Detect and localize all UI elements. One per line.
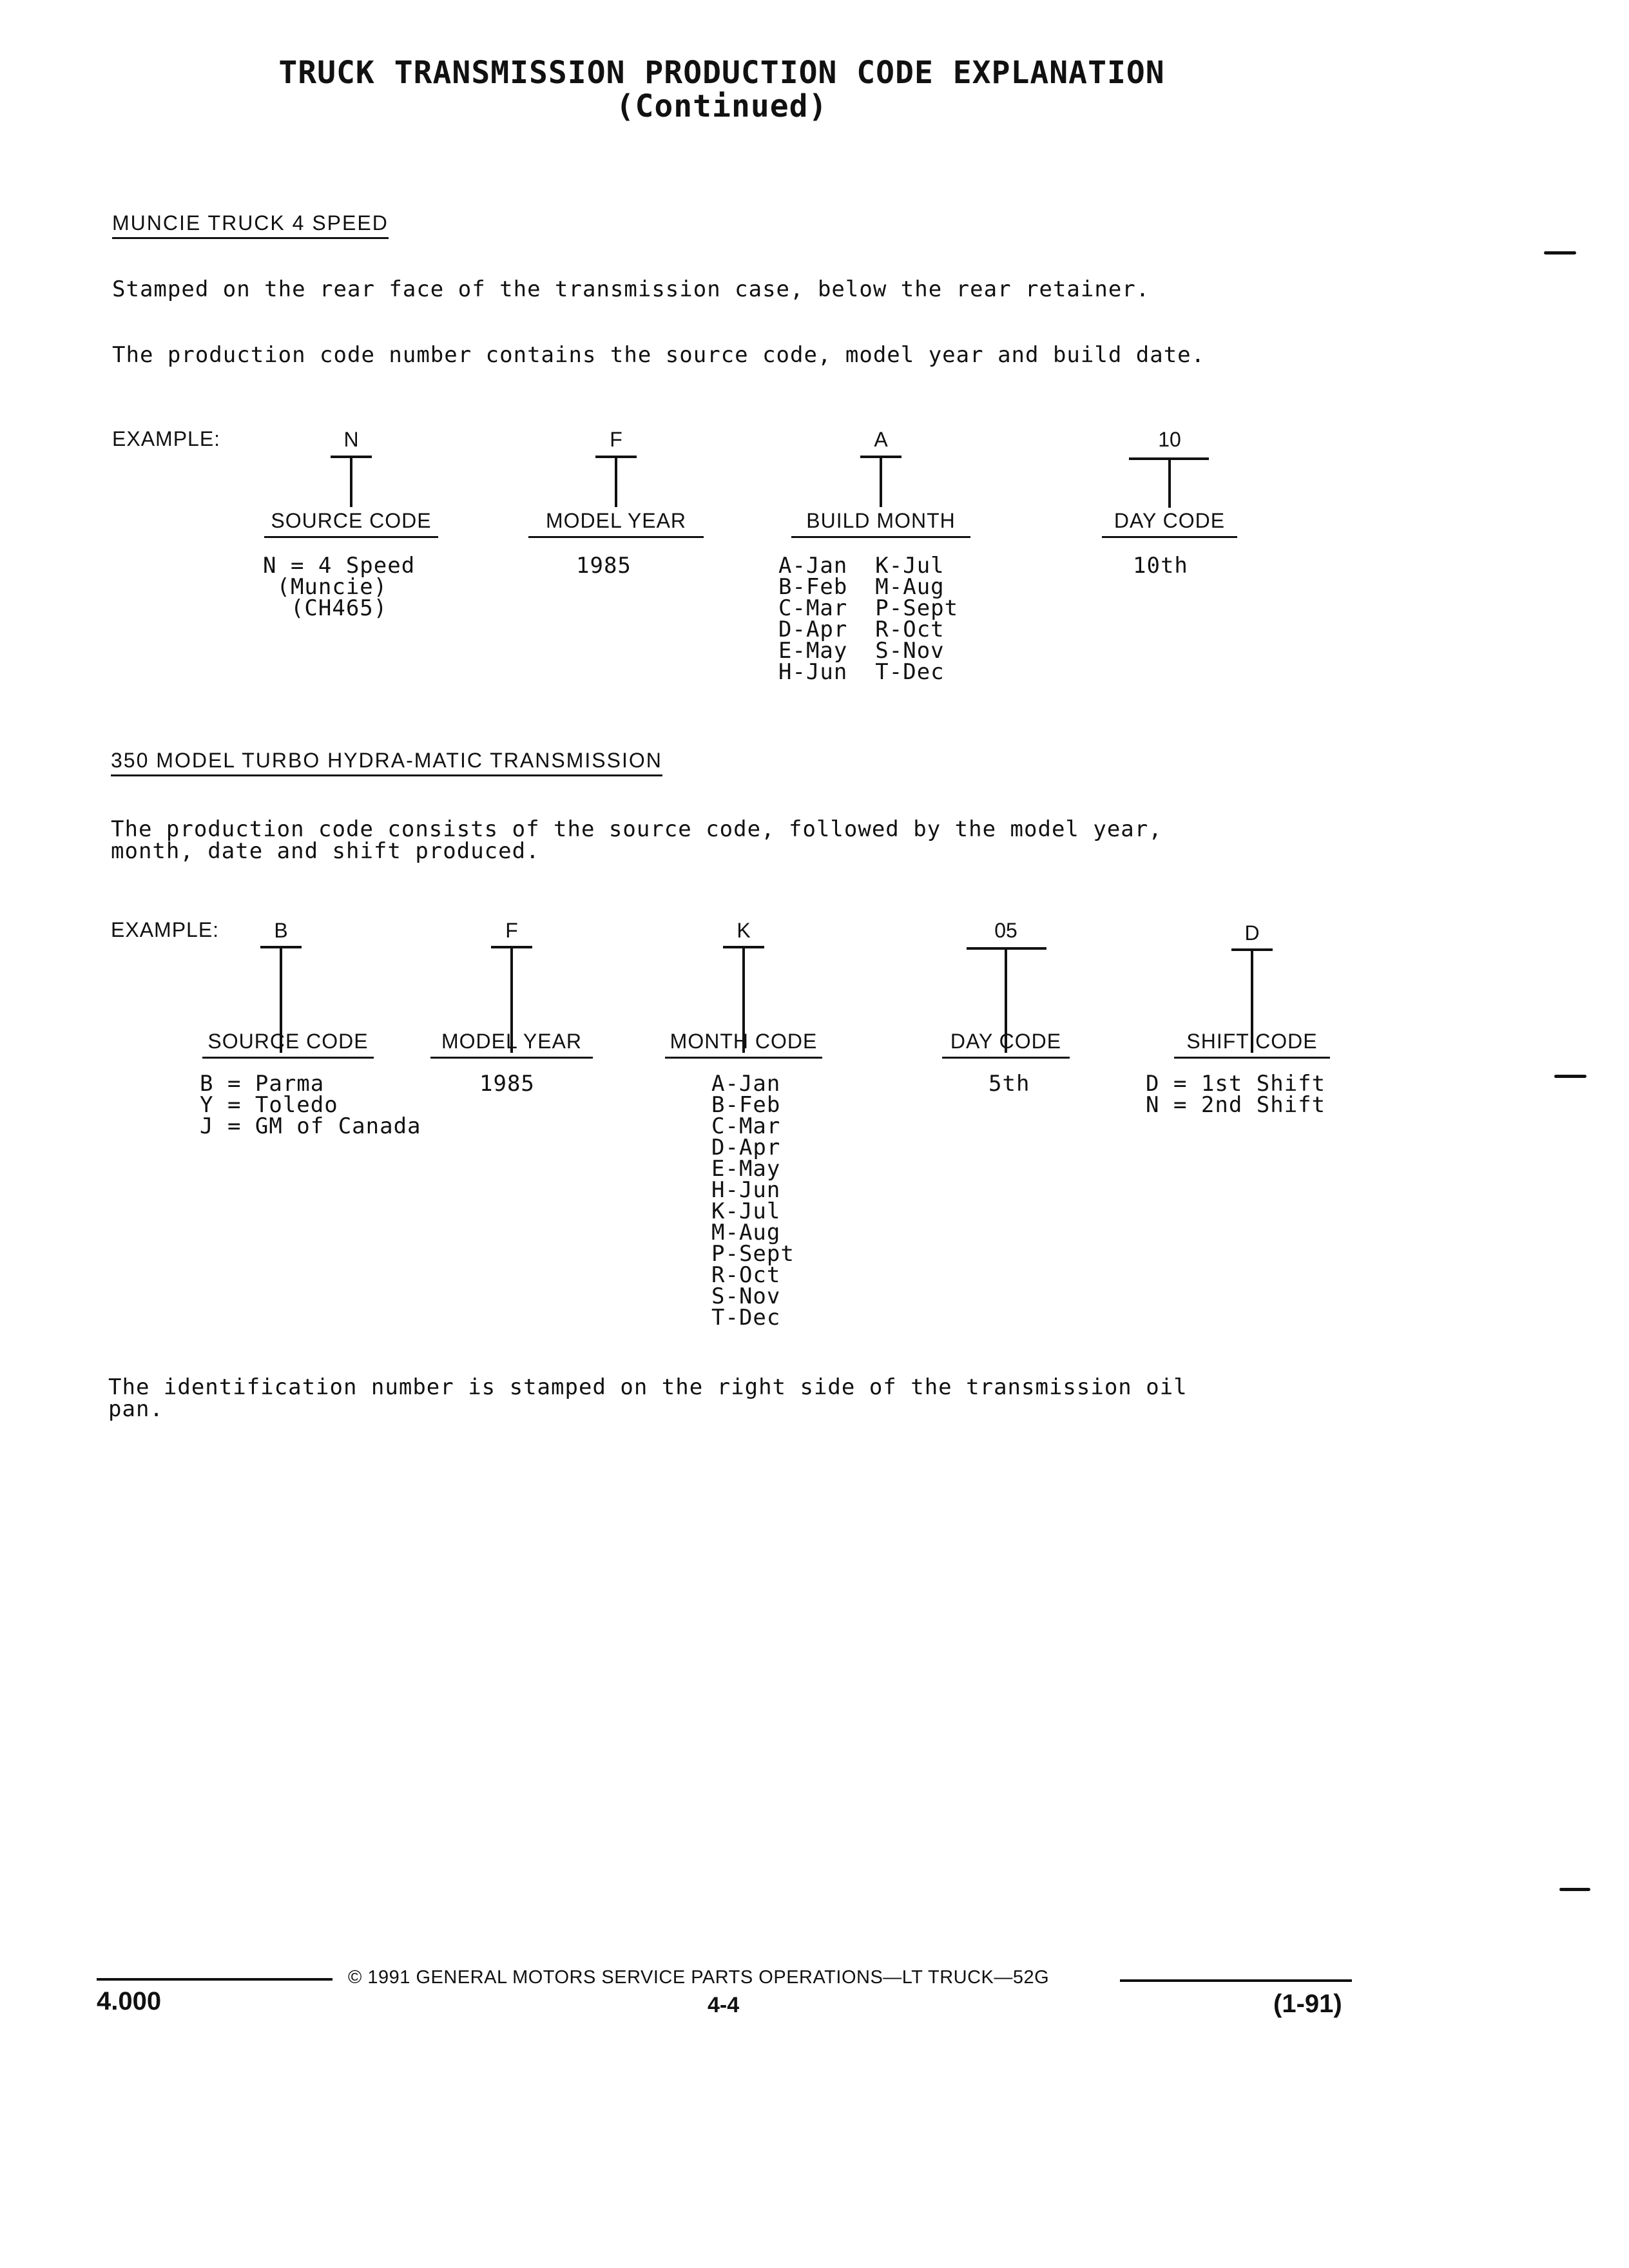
section1-source-code-tee-stem xyxy=(350,456,352,507)
section1-build-month-values: A-Jan K-Jul B-Feb M-Aug C-Mar P-Sept D-Apr R-Oct E-May S-Nov H-Jun T-Dec xyxy=(778,553,959,685)
section2-month-code-caption: MONTH CODE xyxy=(665,1028,822,1059)
section1-para2: The production code number contains the source code, model year and build date. xyxy=(112,342,1206,368)
section2-source-code-caption: SOURCE CODE xyxy=(202,1028,374,1059)
edge-mark-top xyxy=(1544,251,1576,255)
section2-shift-code-values: D = 1st Shift N = 2nd Shift xyxy=(1146,1071,1326,1118)
section2-day-code-caption: DAY CODE xyxy=(942,1028,1070,1059)
section2-shift-code-caption: SHIFT CODE xyxy=(1174,1028,1330,1059)
section2-model-year-values: 1985 xyxy=(479,1071,535,1097)
section1-para1: Stamped on the rear face of the transmission case, below the rear retainer. xyxy=(112,276,1150,302)
section1-source-code-caption: SOURCE CODE xyxy=(264,508,438,538)
section1-heading: MUNCIE TRUCK 4 SPEED xyxy=(112,210,389,239)
page-title-line2: (Continued) xyxy=(615,88,828,124)
section1-build-month-caption: BUILD MONTH xyxy=(791,508,970,538)
footer-page-number: 4-4 xyxy=(708,1993,740,2017)
footer-rule-left xyxy=(97,1978,333,1981)
footer-section-number: 4.000 xyxy=(97,1987,162,2015)
section2-model-year-value: F xyxy=(505,919,518,942)
section2-day-code-values: 5th xyxy=(988,1071,1030,1097)
section1-source-code-value: N xyxy=(343,428,359,451)
section2-month-code-value: K xyxy=(737,919,751,942)
section1-day-code-tee-stem xyxy=(1168,457,1171,508)
section1-model-year-tee-stem xyxy=(615,456,617,507)
section2-model-year-caption: MODEL YEAR xyxy=(430,1028,593,1059)
section2-day-code-value: 05 xyxy=(994,919,1017,942)
section2-para1: The production code consists of the source code, followed by the model year, month, date and shift produced. xyxy=(111,816,1162,864)
section2-note: The identification number is stamped on the right side of the transmission oil pan. xyxy=(108,1374,1188,1422)
section1-model-year-caption: MODEL YEAR xyxy=(528,508,704,538)
section2-source-code-values: B = Parma Y = Toledo J = GM of Canada xyxy=(200,1071,421,1139)
section1-example-label: EXAMPLE: xyxy=(112,427,221,450)
footer-date-code: (1-91) xyxy=(1273,1990,1342,2018)
section1-day-code-caption: DAY CODE xyxy=(1102,508,1237,538)
section2-shift-code-value: D xyxy=(1244,921,1260,945)
section1-model-year-value: F xyxy=(610,428,622,451)
section1-model-year-values: 1985 xyxy=(576,553,631,579)
edge-mark-bottom xyxy=(1559,1888,1590,1891)
section1-build-month-tee-stem xyxy=(880,456,882,507)
section1-day-code-value: 10 xyxy=(1158,428,1181,451)
footer-copyright: © 1991 GENERAL MOTORS SERVICE PARTS OPERATIONS—LT TRUCK—52G xyxy=(348,1967,1050,1988)
section2-source-code-value: B xyxy=(274,919,288,942)
section2-example-label: EXAMPLE: xyxy=(111,918,220,941)
section1-build-month-value: A xyxy=(874,428,888,451)
edge-mark-middle xyxy=(1554,1075,1586,1078)
footer-rule-right xyxy=(1120,1979,1352,1982)
section2-month-code-values: A-Jan B-Feb C-Mar D-Apr E-May H-Jun K-Jul M-Aug P-Sept R-Oct S-Nov T-Dec xyxy=(711,1071,795,1331)
section1-source-code-values: N = 4 Speed (Muncie) (CH465) xyxy=(263,553,416,621)
section1-day-code-values: 10th xyxy=(1133,553,1188,579)
section2-heading: 350 MODEL TURBO HYDRA-MATIC TRANSMISSION xyxy=(111,747,662,776)
page-title-line1: TRUCK TRANSMISSION PRODUCTION CODE EXPLANATION xyxy=(278,55,1165,91)
